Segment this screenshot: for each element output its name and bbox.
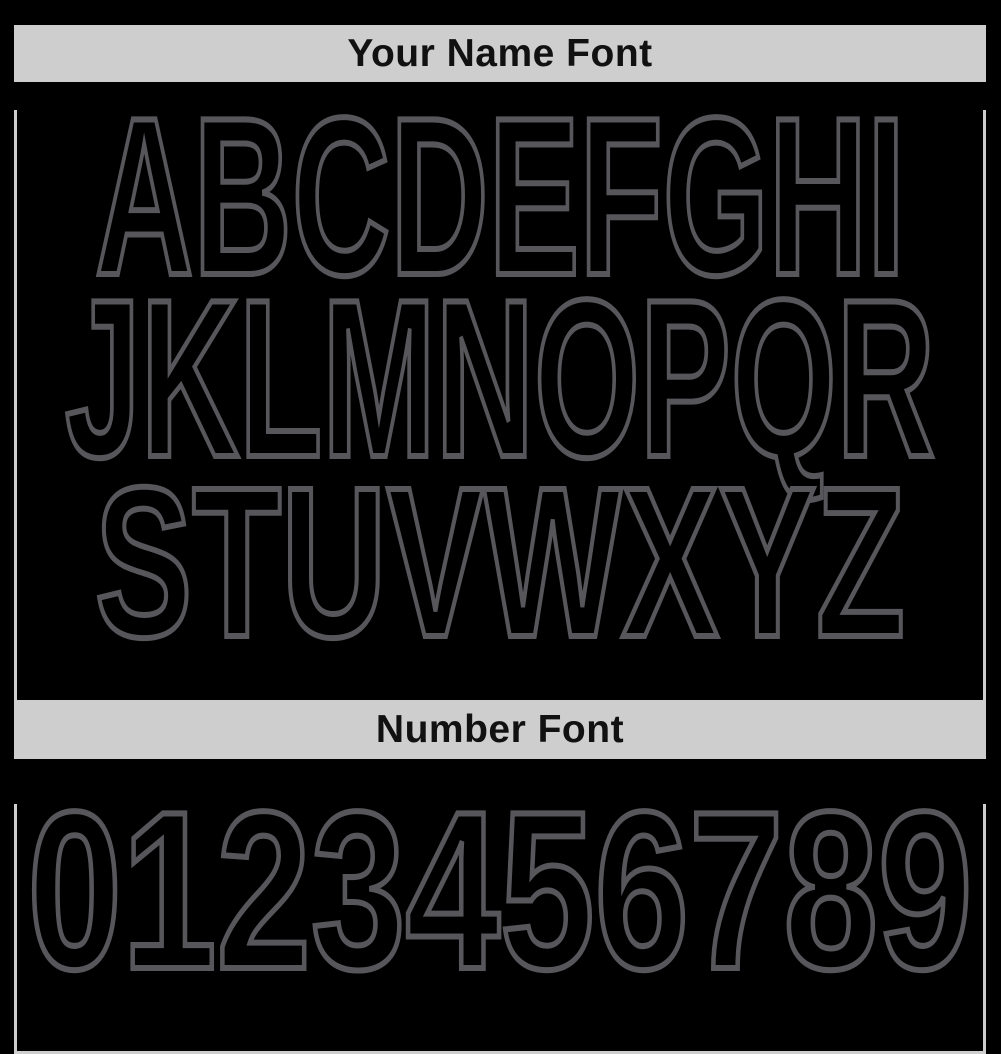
name-font-row-1 — [17, 72, 983, 323]
name-font-panel — [14, 72, 986, 700]
number-font-row-glyphs: 0123456789 — [27, 766, 973, 1017]
name-font-row-2-glyphs: JKLMNOPQR — [65, 254, 935, 505]
number-font-row — [17, 766, 983, 1017]
name-font-row-2 — [17, 254, 983, 505]
number-font-header-bar — [14, 700, 986, 759]
name-font-row-3-glyphs: STUVWXYZ — [95, 444, 906, 683]
name-font-row-3 — [17, 444, 983, 683]
name-font-title: Your Name Font — [347, 31, 653, 75]
number-font-title: Number Font — [375, 707, 625, 751]
name-font-row-1-glyphs: ABCDEFGHI — [94, 72, 905, 323]
number-font-panel — [14, 766, 986, 1054]
